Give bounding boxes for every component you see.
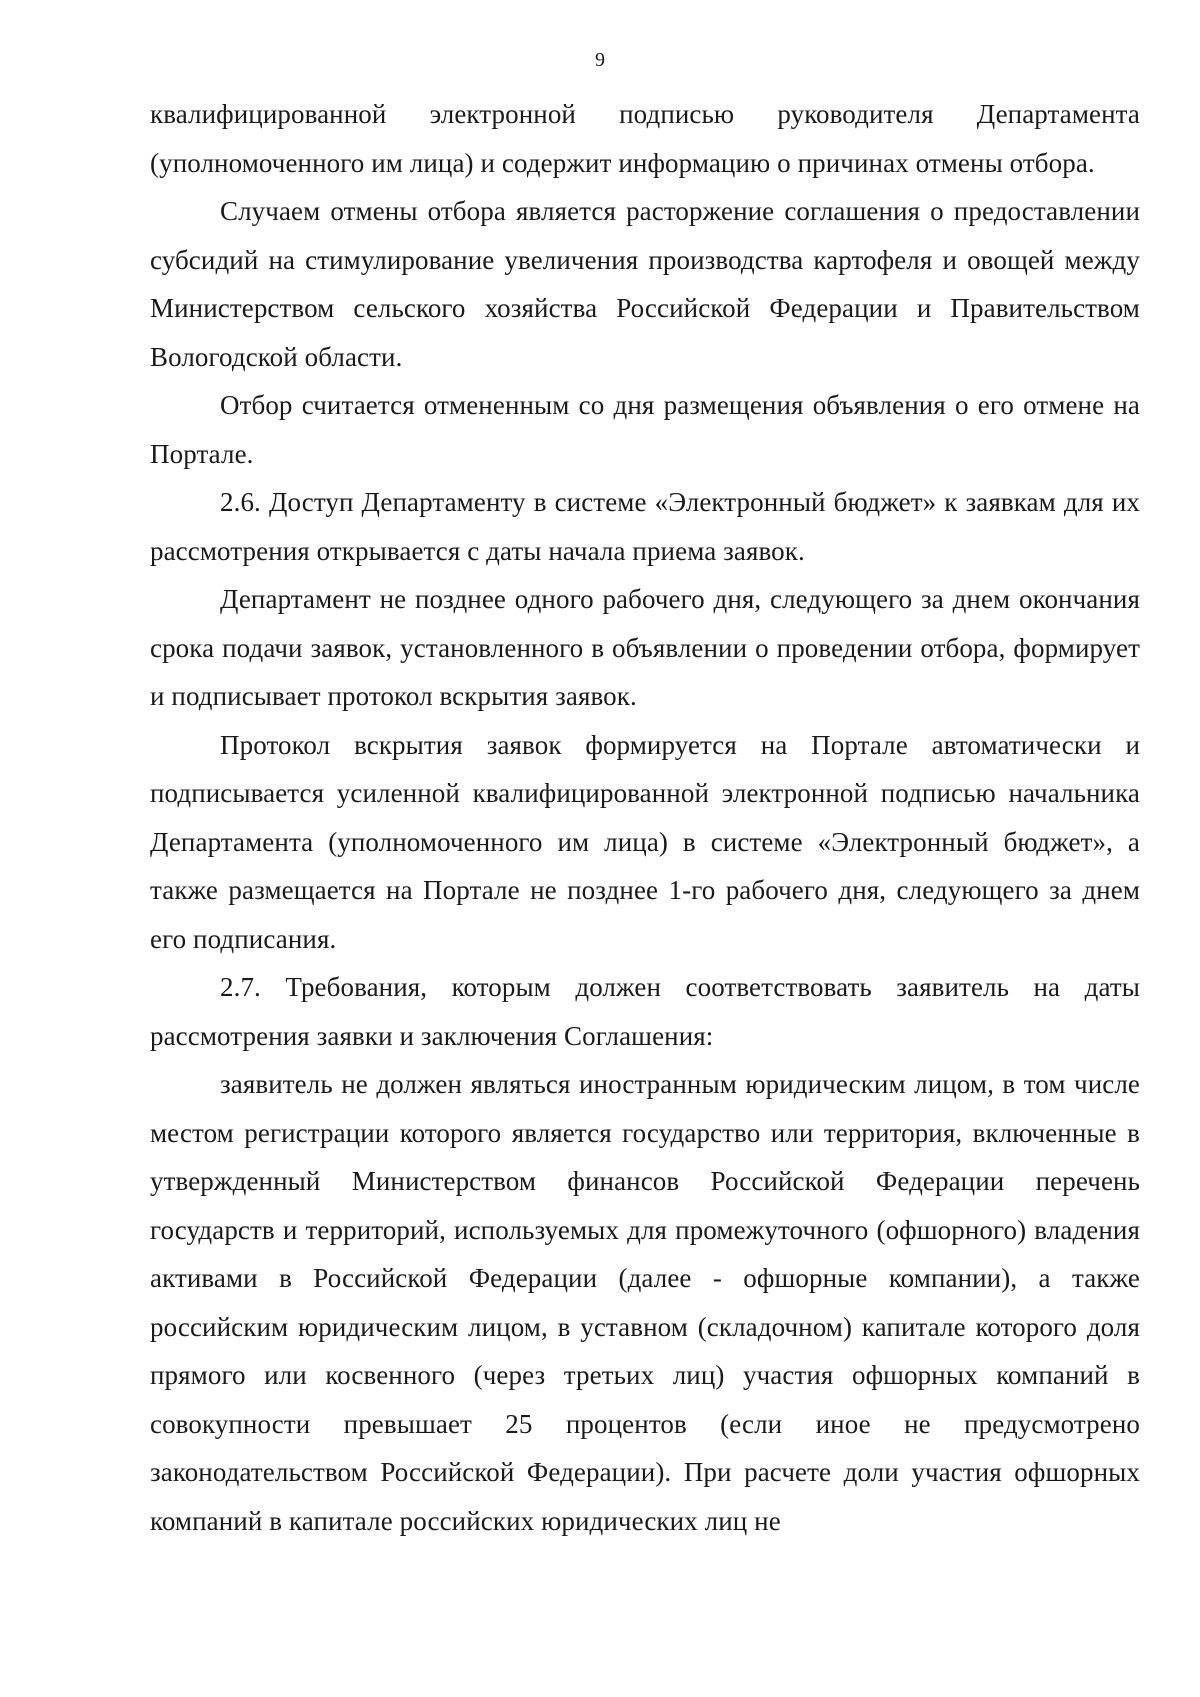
paragraph: Отбор считается отмененным со дня размещения объявления о его отмене на Портале. [150,390,1140,469]
page-number: 9 [595,49,605,71]
paragraph: 2.7. Требования, которым должен соответствовать заявитель на даты рассмотрения заявки и заключения Соглашения: [150,972,1140,1051]
paragraph: Протокол вскрытия заявок формируется на Портале автоматически и подписывается усиленной квалифицированной электронной подписью начальника Департамента (уполномоченного им лица) в системе «Электронный бюджет», а также размещается на Портале не позднее 1-го рабочего дня, следующего за днем его подписания. [150,729,1140,954]
paragraph: заявитель не должен являться иностранным юридическим лицом, в том числе местом регистрации которого является государство или территория, включенные в утвержденный Министерством финансов Российской Федерации перечень государств и территорий, используемых для промежуточного (офшорного) владения активами в Российской Федерации (далее - офшорные компании), а также российским юридическим лицом, в уставном (складочном) капитале которого доля прямого или косвенного (через третьих лиц) участия офшорных компаний в совокупности превышает 25 процентов (если иное не предусмотрено законодательством Российской Федерации). При расчете доли участия офшорных компаний в капитале российских юридических лиц не [150,1069,1140,1536]
paragraph: квалифицированной электронной подписью руководителя Департамента (уполномоченного им лица) и содержит информацию о причинах отмены отбора. [150,99,1140,178]
document-body [150,90,1140,1545]
paragraph: Департамент не позднее одного рабочего дня, следующего за днем окончания срока подачи заявок, установленного в объявлении о проведении отбора, формирует и подписывает протокол вскрытия заявок. [150,584,1140,711]
paragraph: 2.6. Доступ Департаменту в системе «Электронный бюджет» к заявкам для их рассмотрения открывается с даты начала приема заявок. [150,487,1140,566]
paragraph: Случаем отмены отбора является расторжение соглашения о предоставлении субсидий на стимулирование увеличения производства картофеля и овощей между Министерством сельского хозяйства Российской Федерации и Правительством Вологодской области. [150,196,1140,372]
